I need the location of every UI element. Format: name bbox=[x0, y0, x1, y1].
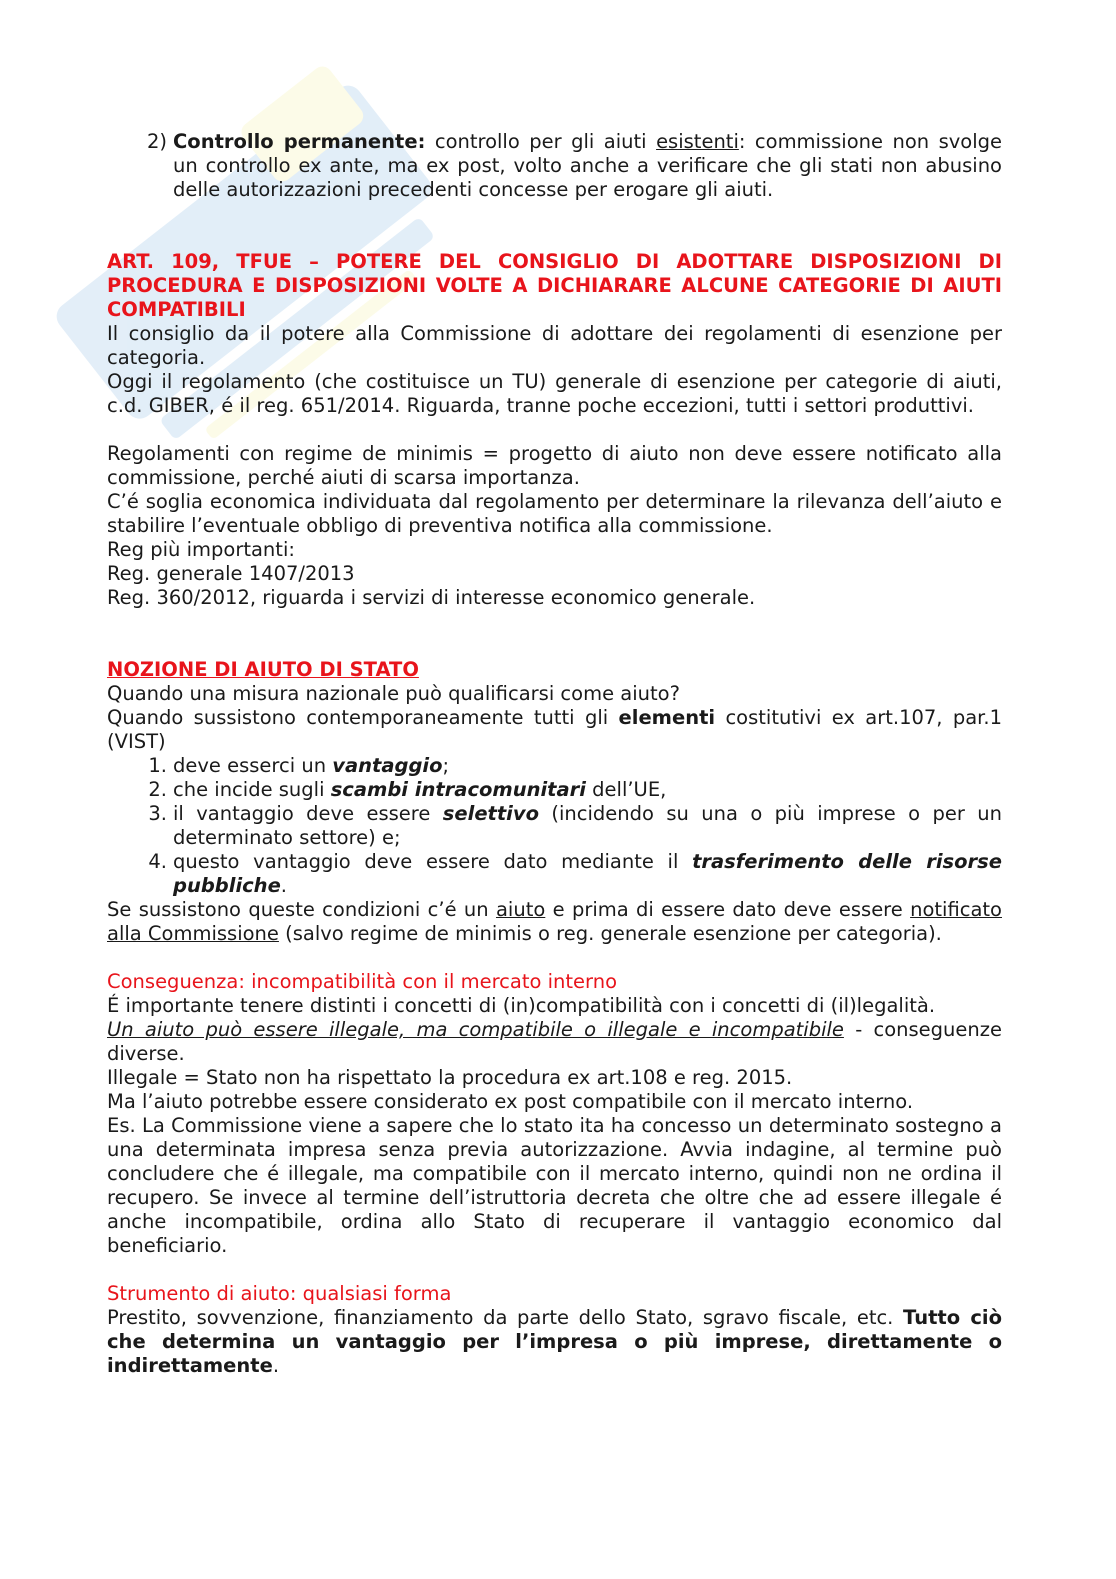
paragraph: Reg più importanti: bbox=[107, 538, 295, 561]
paragraph: Quando una misura nazionale può qualificarsi come aiuto? bbox=[107, 682, 680, 705]
list-item: 2. che incide sugli scambi intracomunitari dell’UE, bbox=[148, 778, 667, 801]
item-title: Controllo permanente: bbox=[173, 130, 426, 153]
art109-heading: ART. 109, TFUE – POTERE DEL CONSIGLIO DI ADOTTARE DISPOSIZIONI DI PROCEDURA E DISPOSIZIONI VOLTE A DICHIARARE ALCUNE CATEGORIE DI AIUTI COMPATIBILI bbox=[107, 250, 1002, 321]
paragraph: Reg. 360/2012, riguarda i servizi di interesse economico generale. bbox=[107, 586, 756, 609]
paragraph: C’é soglia economica individuata dal regolamento per determinare la rilevanza dell’aiuto e stabilire l’eventuale obbligo di preventiva notifica alla commissione. bbox=[107, 490, 1002, 537]
paragraph: Prestito, sovvenzione, finanziamento da parte dello Stato, sgravo fiscale, etc. Tutto ciò che determina un vantaggio per l’impresa o più imprese, direttamente o indirettamente. bbox=[107, 1306, 1002, 1377]
paragraph: É importante tenere distinti i concetti di (in)compatibilità con i concetti di (il)legalità. bbox=[107, 994, 936, 1017]
paragraph: Quando sussistono contemporaneamente tutti gli elementi costitutivi ex art.107, par.1 (VIST) bbox=[107, 706, 1003, 753]
controllo-permanente-item: 2) Controllo permanente: controllo per gli aiuti esistenti: commissione non svolge un controllo ex ante, ma ex post, volto anche a verificare che gli stati non abusino delle autorizzazioni precedenti concesse per erogare gli aiuti. bbox=[107, 130, 1002, 202]
underlined-term: notificato alla Commissione bbox=[107, 898, 1002, 945]
paragraph: Es. La Commissione viene a sapere che lo stato ita ha concesso un determinato sostegno a una determinata impresa senza previa autorizzazione. Avvia indagine, al termine può concludere che é illegale, ma compatibile con il mercato interno, quindi non ne ordina il recupero. Se invece al termine dell’istruttoria decreta che oltre che ad essere illegale é anche incompatibile, ordina allo Stato di recuperare il vantaggio economico dal beneficiario. bbox=[107, 1114, 1002, 1257]
paragraph: Ma l’aiuto potrebbe essere considerato ex post compatibile con il mercato interno. bbox=[107, 1090, 914, 1113]
list-item: 3. il vantaggio deve essere selettivo (incidendo su una o più imprese o per un determinato settore) e; bbox=[148, 802, 1002, 849]
paragraph: Un aiuto può essere illegale, ma compatibile o illegale e incompatibile - conseguenze diverse. bbox=[107, 1018, 1002, 1065]
paragraph: Illegale = Stato non ha rispettato la procedura ex art.108 e reg. 2015. bbox=[107, 1066, 793, 1089]
paragraph: Regolamenti con regime de minimis = progetto di aiuto non deve essere notificato alla commissione, perché aiuti di scarsa importanza. bbox=[107, 442, 1002, 489]
list-number: 2) bbox=[146, 130, 167, 153]
paragraph: Il consiglio da il potere alla Commissione di adottare dei regolamenti di esenzione per categoria. bbox=[107, 322, 1002, 369]
document-body bbox=[107, 130, 1002, 1378]
paragraph: Se sussistono queste condizioni c’é un aiuto e prima di essere dato deve essere notificato alla Commissione (salvo regime de minimis o reg. generale esenzione per categoria). bbox=[107, 898, 1002, 945]
paragraph: Oggi il regolamento (che costituisce un TU) generale di esenzione per categorie di aiuti, c.d. GIBER, é il reg. 651/2014. Riguarda, tranne poche eccezioni, tutti i settori produttivi. bbox=[107, 370, 1002, 417]
nozione-heading: NOZIONE DI AIUTO DI STATO bbox=[107, 658, 419, 681]
underlined-term: esistenti bbox=[656, 130, 739, 153]
strumento-heading: Strumento di aiuto: qualsiasi forma bbox=[107, 1282, 452, 1305]
paragraph: Reg. generale 1407/2013 bbox=[107, 562, 355, 585]
conseguenza-heading: Conseguenza: incompatibilità con il mercato interno bbox=[107, 970, 617, 993]
list-item: 1. deve esserci un vantaggio; bbox=[148, 754, 450, 777]
underlined-term: aiuto bbox=[495, 898, 546, 921]
elements-list bbox=[107, 754, 1002, 898]
list-item: 4. questo vantaggio deve essere dato mediante il trasferimento delle risorse pubbliche. bbox=[148, 850, 1002, 897]
